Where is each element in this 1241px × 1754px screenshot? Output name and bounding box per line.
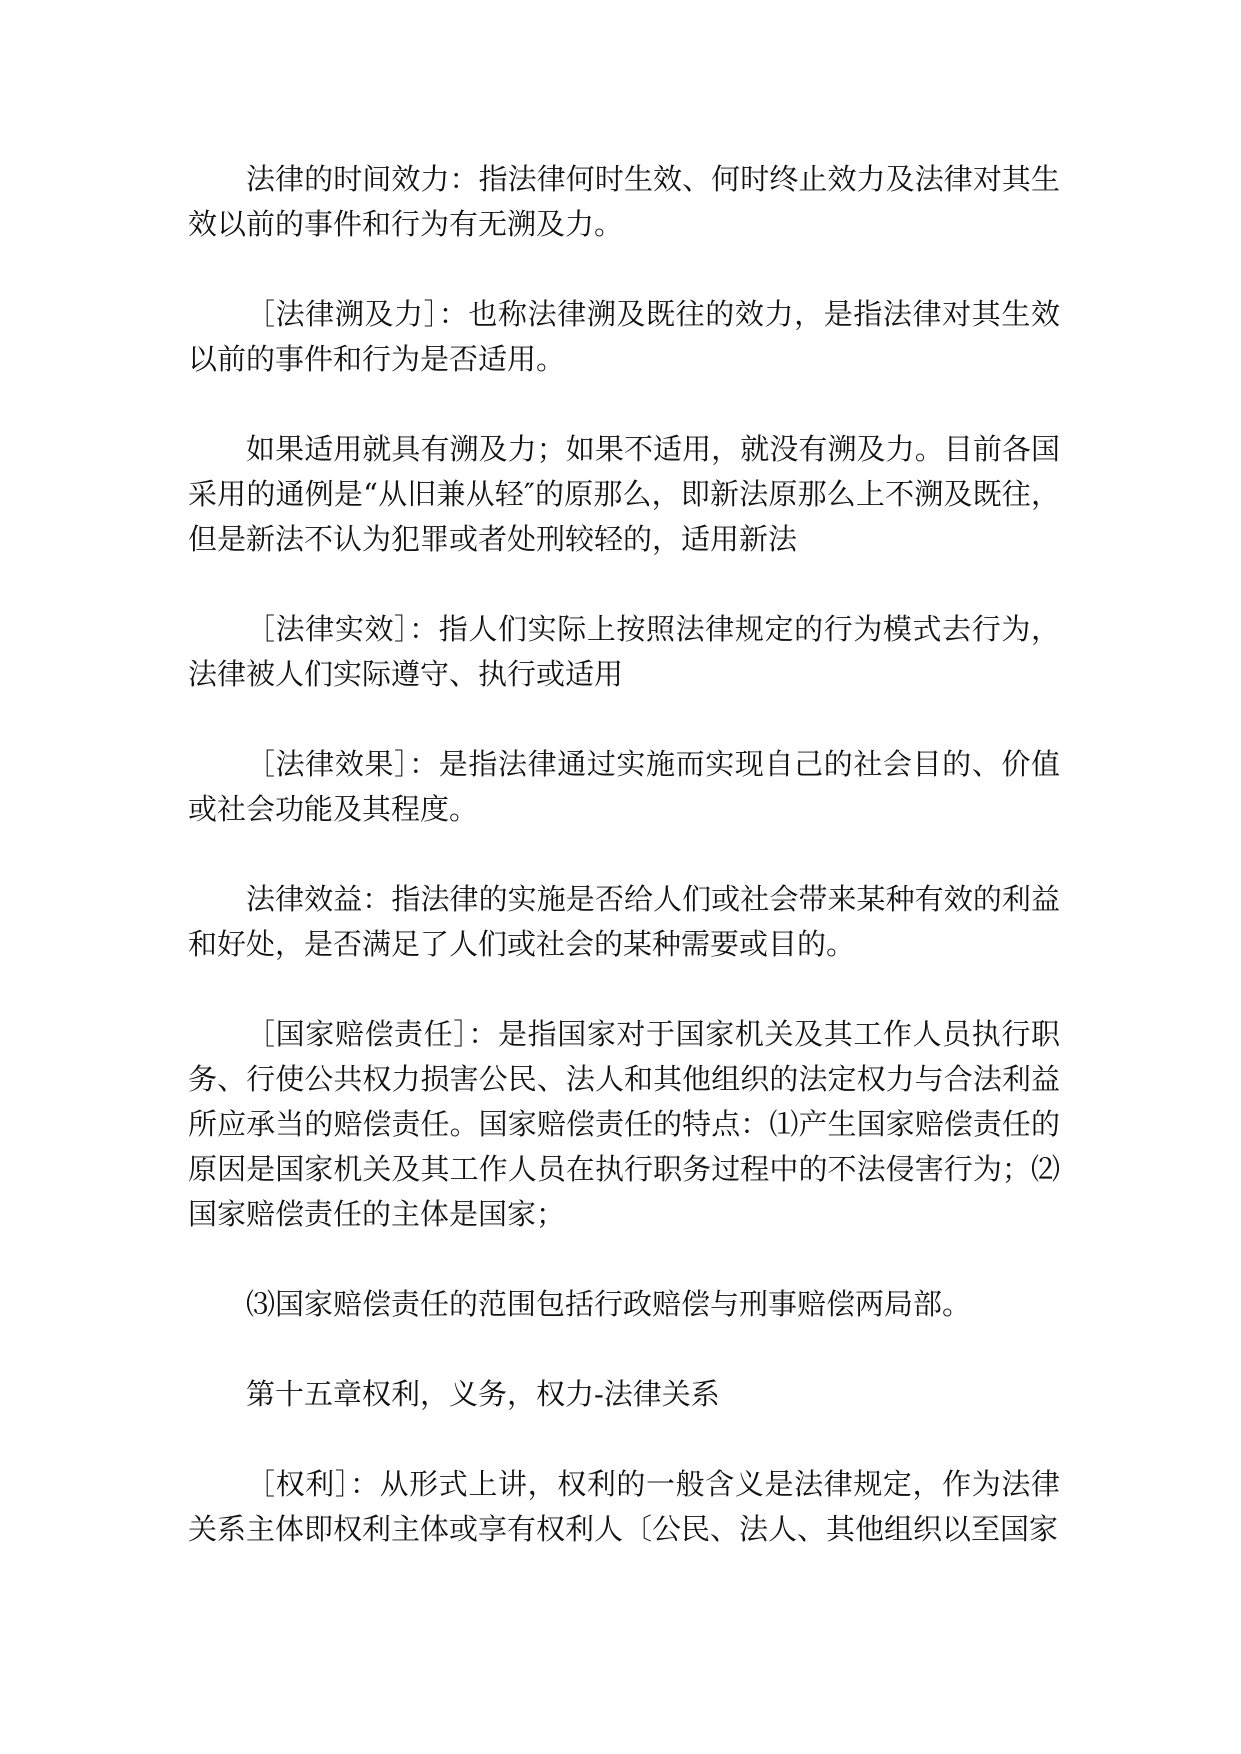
paragraph-legal-benefit: 法律效益：指法律的实施是否给人们或社会带来某种有效的利益和好处，是否满足了人们或社会的某种需要或目的。: [188, 882, 1060, 961]
paragraph-compensation-scope: ⑶国家赔偿责任的范围包括行政赔偿与刑事赔偿两局部。: [246, 1287, 972, 1321]
paragraph-time-effect: 法律的时间效力：指法律何时生效、何时终止效力及法律对其生效以前的事件和行为有无溯及力。: [188, 162, 1060, 241]
paragraph-retroactivity-rule: 如果适用就具有溯及力；如果不适用，就没有溯及力。目前各国采用的通例是“从旧兼从轻″的原那么，即新法原那么上不溯及既往，但是新法不认为犯罪或者处刑较轻的，适用新法: [188, 432, 1060, 556]
paragraph-state-compensation: ［国家赔偿责任］：是指国家对于国家机关及其工作人员执行职务、行使公共权力损害公民、法人和其他组织的法定权力与合法利益所应承当的赔偿责任。国家赔偿责任的特点：⑴产生国家赔偿责任的原因是国家机关及其工作人员在执行职务过程中的不法侵害行为；⑵国家赔偿责任的主体是国家；: [188, 1017, 1060, 1231]
paragraph-legal-efficacy: ［法律实效］：指人们实际上按照法律规定的行为模式去行为，法律被人们实际遵守、执行或适用: [188, 612, 1060, 691]
paragraph-rights: ［权利］：从形式上讲，权利的一般含义是法律规定，作为法律关系主体即权利主体或享有权利人〔公民、法人、其他组织以至国家: [188, 1467, 1060, 1546]
document-body: [188, 157, 1060, 1552]
chapter-heading: 第十五章权利，义务，权力-法律关系: [246, 1377, 720, 1411]
paragraph-legal-effect: ［法律效果］：是指法律通过实施而实现自己的社会目的、价值或社会功能及其程度。: [188, 747, 1060, 826]
paragraph-retroactivity: ［法律溯及力］：也称法律溯及既往的效力，是指法律对其生效以前的事件和行为是否适用。: [188, 297, 1060, 376]
